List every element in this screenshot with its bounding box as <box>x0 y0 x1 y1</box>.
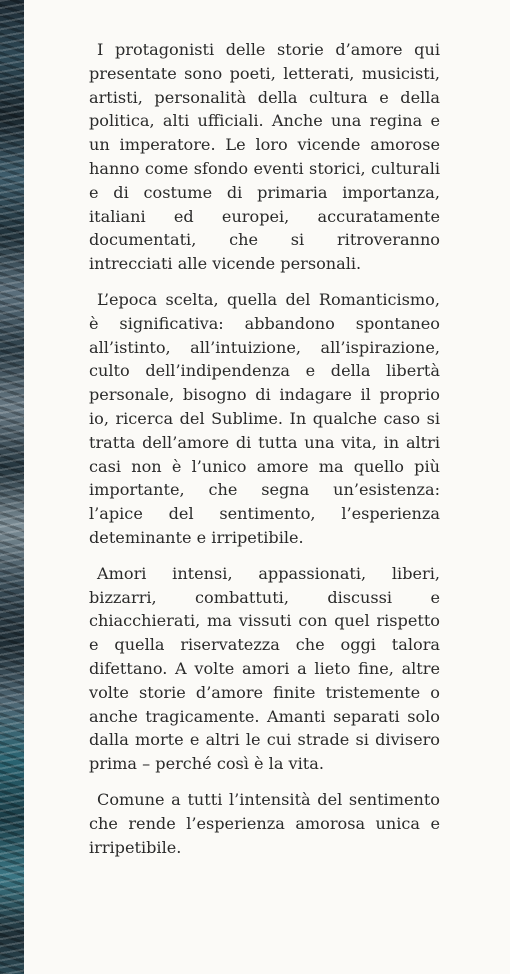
paragraph-3: Amori intensi, appassionati, liberi, bizzarri, combattuti, discussi e chiacchierati, ma vissuti con quel rispetto e quella riservatezza che oggi talora difettano. A volte amori a lieto fine, altre volte storie d’amore finite tristemente o anche tragicamente. Amanti separati solo dalla morte e altri le cui strade si divisero prima – perché così è la vita. <box>89 563 440 774</box>
paragraph-4: Comune a tutti l’intensità del sentimento che rende l’esperienza amorosa unica e irripetibile. <box>89 789 440 857</box>
body-text <box>89 38 440 859</box>
paragraph-2: L’epoca scelta, quella del Romanticismo, è significativa: abbandono spontaneo all’istinto, all’intuizione, all’ispirazione, culto dell’indipendenza e della libertà personale, bisogno di indagare il proprio io, ricerca del Sublime. In qualche caso si tratta dell’amore di tutta una vita, in altri casi non è l’unico amore ma quello più importante, che segna un’esistenza: l’apice del sentimento, l’esperienza deteminante e irripetibile. <box>89 289 440 547</box>
cover-image-strip <box>0 0 24 974</box>
paragraph-1: I protagonisti delle storie d’amore qui presentate sono poeti, letterati, musicisti, artisti, personalità della cultura e della politica, alti ufficiali. Anche una regina e un imperatore. Le loro vicende amorose hanno come sfondo eventi storici, culturali e di costume di primaria importanza, italiani ed europei, accuratamente documentati, che si ritroveranno intrecciati alle vicende personali. <box>89 40 440 274</box>
